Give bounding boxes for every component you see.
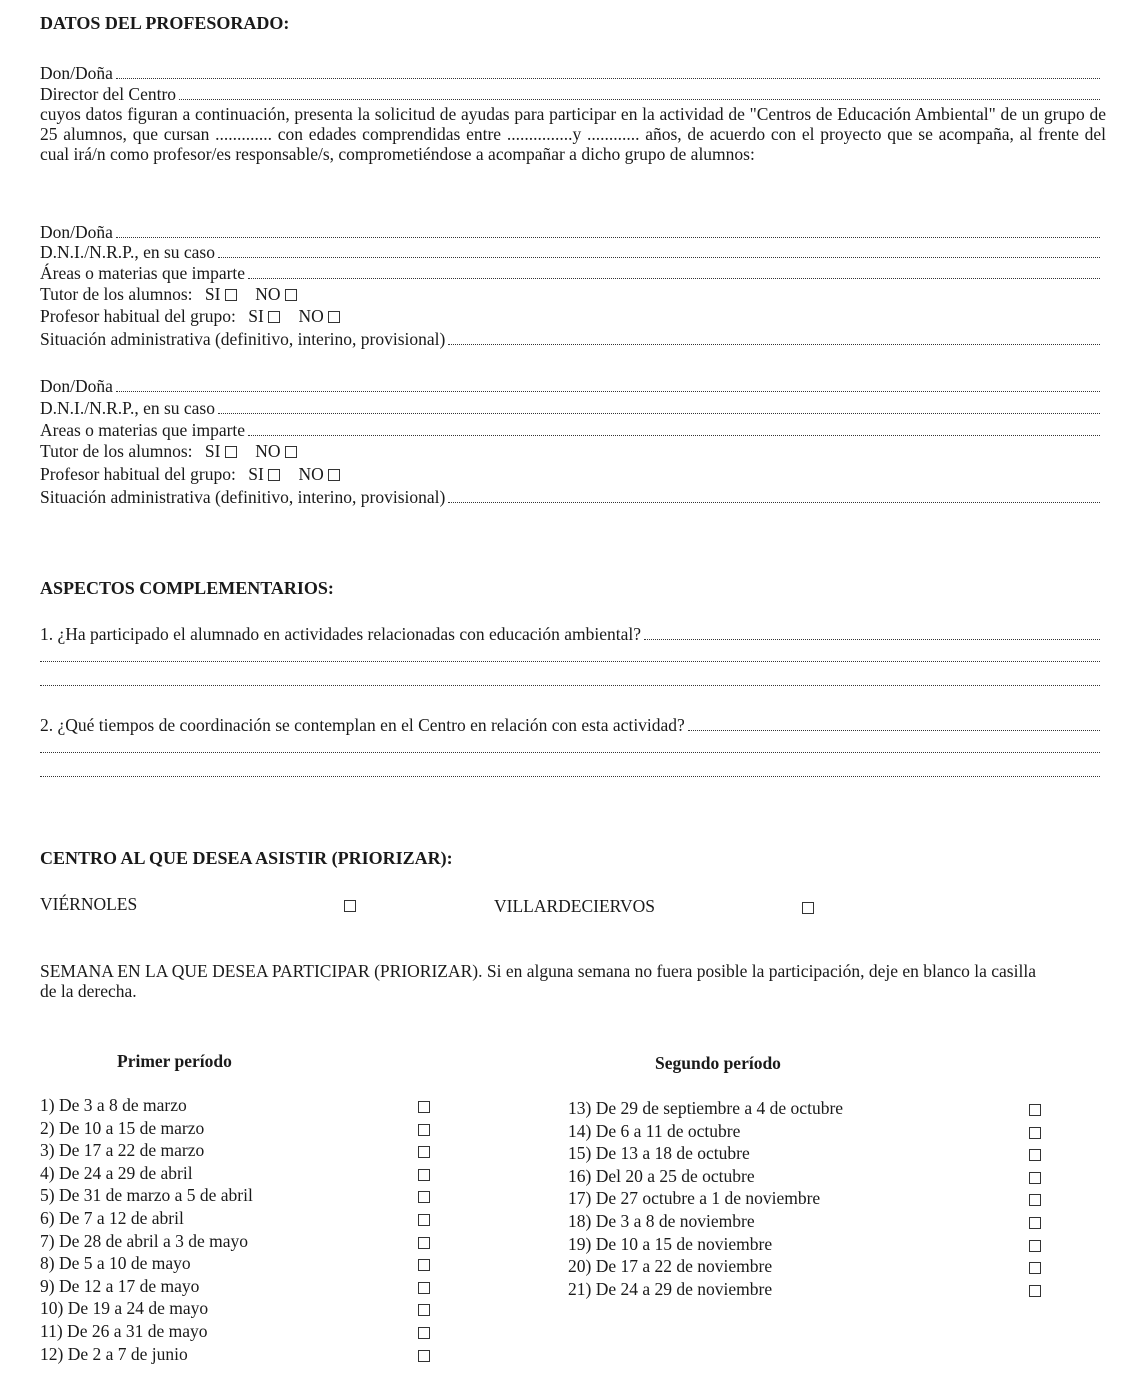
no-checkbox[interactable] (285, 446, 297, 458)
primer-periodo-week-checkbox[interactable] (418, 1304, 430, 1316)
q1-field[interactable] (40, 624, 1100, 644)
prof2-name-field[interactable] (40, 376, 1100, 396)
primer-periodo-title: Primer período (117, 1051, 232, 1071)
prof1-name-field[interactable] (40, 222, 1100, 242)
no-label: NO (298, 464, 324, 484)
primer-periodo-week-checkbox[interactable] (418, 1214, 430, 1226)
primer-periodo-week-label: 11) De 26 a 31 de mayo (40, 1321, 208, 1341)
prof2-areas-field[interactable] (40, 420, 1100, 440)
segundo-periodo-week-label: 14) De 6 a 11 de octubre (568, 1120, 741, 1141)
fill-line (40, 763, 1100, 777)
fill-line (179, 86, 1100, 100)
tutor-label: Tutor de los alumnos: (40, 441, 193, 461)
q1-answer-line[interactable] (40, 672, 1100, 692)
question-label: 2. ¿Qué tiempos de coordinación se contemplan en el Centro en relación con esta actividad? (40, 715, 685, 735)
fill-line (116, 378, 1100, 392)
primer-periodo-week-label: 2) De 10 a 15 de marzo (40, 1117, 205, 1138)
habitual-label: Profesor habitual del grupo: (40, 306, 236, 326)
centro-villardeciervos-label: VILLARDECIERVOS (494, 896, 655, 916)
fill-line (218, 244, 1100, 258)
fill-line (40, 672, 1100, 686)
si-label: SI (248, 464, 264, 484)
centro-viernoles-checkbox[interactable] (344, 900, 356, 912)
segundo-periodo-week-label: 18) De 3 a 8 de noviembre (568, 1211, 755, 1231)
primer-periodo-week-label: 1) De 3 a 8 de marzo (40, 1095, 187, 1115)
no-label: NO (255, 284, 281, 304)
fill-line (218, 400, 1100, 414)
field-label: D.N.I./N.R.P., en su caso (40, 398, 215, 418)
segundo-periodo-week-checkbox[interactable] (1029, 1194, 1041, 1206)
primer-periodo-week-checkbox[interactable] (418, 1350, 430, 1362)
prof1-habitual-row (40, 306, 340, 326)
prof2-habitual-row (40, 464, 340, 484)
section-complementarios-heading: ASPECTOS COMPLEMENTARIOS: (40, 578, 334, 598)
fill-line (448, 489, 1100, 503)
primer-periodo-week-label: 8) De 5 a 10 de mayo (40, 1253, 191, 1274)
field-label: Áreas o materias que imparte (40, 263, 246, 283)
primer-periodo-week-checkbox[interactable] (418, 1101, 430, 1113)
primer-periodo-week-checkbox[interactable] (418, 1259, 430, 1271)
si-checkbox[interactable] (225, 289, 237, 301)
field-label: Areas o materias que imparte (40, 420, 246, 440)
field-label: Don/Doña (40, 222, 113, 242)
fill-line (40, 739, 1100, 753)
prof1-areas-field[interactable] (40, 263, 1100, 283)
section-profesorado-heading: DATOS DEL PROFESORADO: (40, 13, 290, 33)
segundo-periodo-week-label: 21) De 24 a 29 de noviembre (568, 1278, 773, 1299)
solicitud-paragraph: cuyos datos figuran a continuación, presenta la solicitud de ayudas para participar en la actividad de "Centros de Educación Ambiental" de un grupo de 25 alumnos, que cursan ............. con edades comprendidas entre ...............y ............ años, de acuerdo con el proyecto que se acompaña, al frente del cual irá/n como profesor/es responsable/s, comprometiéndose a acompañar a dicho grupo de alumnos: (40, 104, 1106, 164)
si-checkbox[interactable] (225, 446, 237, 458)
primer-periodo-week-checkbox[interactable] (418, 1169, 430, 1181)
q2-answer-line[interactable] (40, 739, 1100, 759)
fill-line (116, 224, 1100, 238)
field-label: Director del Centro (40, 84, 177, 104)
director-center-field[interactable] (40, 84, 1100, 104)
segundo-periodo-week-checkbox[interactable] (1029, 1104, 1041, 1116)
habitual-label: Profesor habitual del grupo: (40, 464, 236, 484)
segundo-periodo-week-label: 17) De 27 octubre a 1 de noviembre (568, 1188, 821, 1209)
primer-periodo-week-label: 7) De 28 de abril a 3 de mayo (40, 1230, 248, 1251)
prof2-tutor-row (40, 441, 297, 461)
centro-villardeciervos-checkbox[interactable] (802, 902, 814, 914)
section-centro-heading: CENTRO AL QUE DESEA ASISTIR (PRIORIZAR): (40, 848, 453, 868)
segundo-periodo-week-label: 19) De 10 a 15 de noviembre (568, 1233, 773, 1254)
q1-answer-line[interactable] (40, 648, 1100, 668)
primer-periodo-week-label: 9) De 12 a 17 de mayo (40, 1275, 200, 1296)
si-checkbox[interactable] (268, 469, 280, 481)
si-label: SI (204, 441, 221, 461)
semana-instructions: SEMANA EN LA QUE DESEA PARTICIPAR (PRIORIZAR). Si en alguna semana no fuera posible la participación, deje en blanco la casilla de la derecha. (40, 961, 1036, 1001)
primer-periodo-week-checkbox[interactable] (418, 1282, 430, 1294)
prof1-tutor-row (40, 284, 297, 304)
field-label: Situación administrativa (definitivo, interino, provisional) (40, 329, 446, 349)
prof2-situacion-field[interactable] (40, 487, 1100, 507)
segundo-periodo-week-label: 13) De 29 de septiembre a 4 de octubre (568, 1098, 844, 1118)
prof1-situacion-field[interactable] (40, 329, 1100, 349)
field-label: Situación administrativa (definitivo, interino, provisional) (40, 487, 446, 507)
no-label: NO (298, 306, 324, 326)
segundo-periodo-week-label: 15) De 13 a 18 de octubre (568, 1143, 750, 1164)
primer-periodo-week-label: 3) De 17 a 22 de marzo (40, 1140, 205, 1161)
segundo-periodo-title: Segundo período (655, 1053, 781, 1073)
q2-field[interactable] (40, 715, 1100, 735)
fill-line (448, 331, 1100, 345)
question-label: 1. ¿Ha participado el alumnado en actividades relacionadas con educación ambiental? (40, 624, 642, 644)
fill-line (688, 717, 1100, 731)
segundo-periodo-week-label: 16) Del 20 a 25 de octubre (568, 1165, 755, 1186)
no-checkbox[interactable] (328, 311, 340, 323)
fill-line (116, 65, 1100, 79)
primer-periodo-week-label: 10) De 19 a 24 de mayo (40, 1298, 209, 1319)
tutor-label: Tutor de los alumnos: (40, 284, 193, 304)
no-label: NO (255, 441, 281, 461)
prof2-dni-field[interactable] (40, 398, 1100, 418)
fill-line (248, 422, 1100, 436)
segundo-periodo-week-checkbox[interactable] (1029, 1285, 1041, 1297)
si-label: SI (248, 306, 264, 326)
no-checkbox[interactable] (285, 289, 297, 301)
fill-line (40, 648, 1100, 662)
prof1-dni-field[interactable] (40, 242, 1100, 262)
si-label: SI (204, 284, 221, 304)
field-label: Don/Doña (40, 376, 113, 396)
centro-vierNoles-label: VIÉRNOLES (40, 894, 138, 914)
no-checkbox[interactable] (328, 469, 340, 481)
segundo-periodo-week-checkbox[interactable] (1029, 1172, 1041, 1184)
primer-periodo-week-checkbox[interactable] (418, 1191, 430, 1203)
primer-periodo-week-checkbox[interactable] (418, 1327, 430, 1339)
field-label: D.N.I./N.R.P., en su caso (40, 242, 215, 262)
primer-periodo-week-label: 12) De 2 a 7 de junio (40, 1343, 188, 1364)
segundo-periodo-week-checkbox[interactable] (1029, 1217, 1041, 1229)
segundo-periodo-week-label: 20) De 17 a 22 de noviembre (568, 1256, 773, 1277)
segundo-periodo-week-checkbox[interactable] (1029, 1262, 1041, 1274)
primer-periodo-week-label: 5) De 31 de marzo a 5 de abril (40, 1185, 253, 1206)
segundo-periodo-week-checkbox[interactable] (1029, 1127, 1041, 1139)
segundo-periodo-week-checkbox[interactable] (1029, 1149, 1041, 1161)
si-checkbox[interactable] (268, 311, 280, 323)
q2-answer-line[interactable] (40, 763, 1100, 783)
primer-periodo-week-checkbox[interactable] (418, 1146, 430, 1158)
primer-periodo-week-checkbox[interactable] (418, 1237, 430, 1249)
primer-periodo-week-label: 4) De 24 a 29 de abril (40, 1162, 193, 1183)
primer-periodo-week-label: 6) De 7 a 12 de abril (40, 1208, 184, 1228)
field-label: Don/Doña (40, 63, 113, 83)
segundo-periodo-week-checkbox[interactable] (1029, 1240, 1041, 1252)
fill-line (644, 626, 1100, 640)
fill-line (248, 265, 1100, 279)
primer-periodo-week-checkbox[interactable] (418, 1124, 430, 1136)
director-name-field[interactable] (40, 63, 1100, 83)
